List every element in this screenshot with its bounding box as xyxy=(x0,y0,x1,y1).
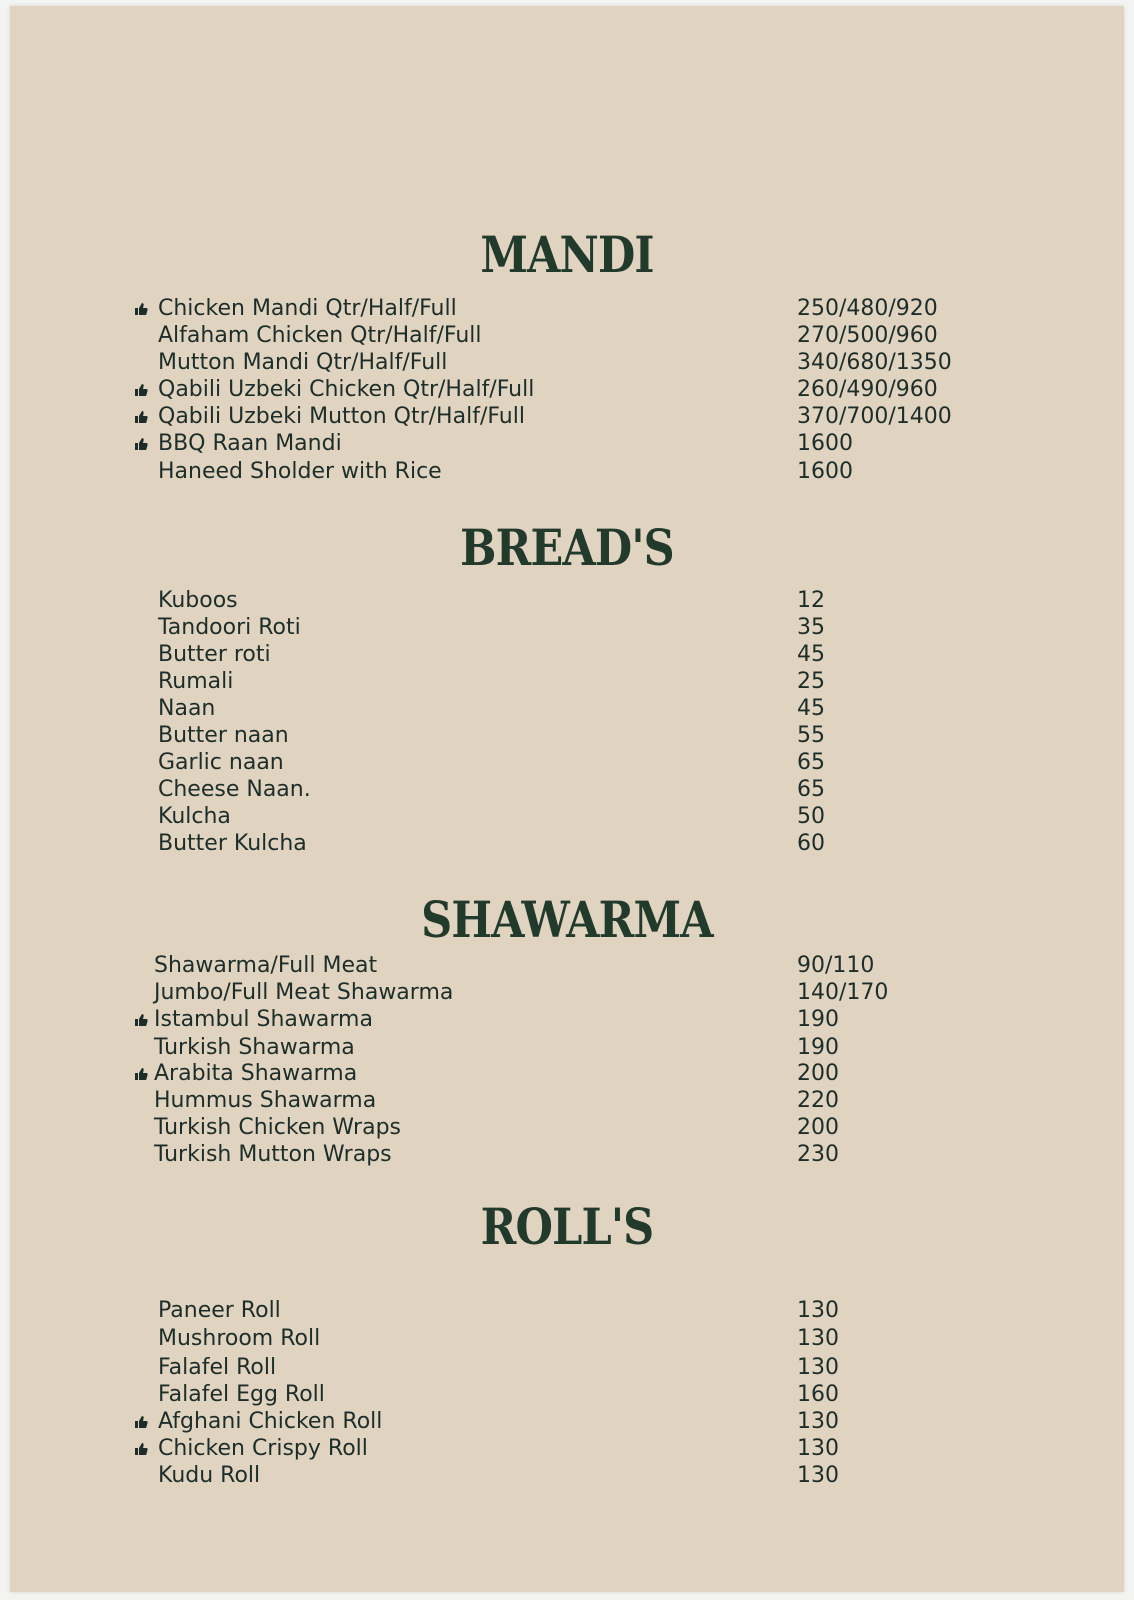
section-title-shawarma: SHAWARMA xyxy=(421,890,713,949)
menu-item: Chicken Mandi Qtr/Half/Full 250/480/920 xyxy=(0,296,1134,322)
menu-item: Qabili Uzbeki Mutton Qtr/Half/Full 370/700/1400 xyxy=(0,404,1134,430)
menu-item: Tandoori Roti 35 xyxy=(158,615,825,640)
menu-item: Butter Kulcha 60 xyxy=(158,831,825,856)
menu-item: Falafel Egg Roll 160 xyxy=(158,1382,839,1407)
menu-item: Chicken Crispy Roll 130 xyxy=(0,1436,1134,1462)
menu-item: BBQ Raan Mandi 1600 xyxy=(0,431,1134,457)
thumbs-up-icon xyxy=(134,1415,148,1429)
menu-item: Rumali 25 xyxy=(158,669,825,694)
menu-item: Naan 45 xyxy=(158,696,825,721)
menu-item: Jumbo/Full Meat Shawarma 140/170 xyxy=(154,980,889,1005)
menu-item: Turkish Chicken Wraps 200 xyxy=(154,1115,839,1140)
menu-item: Haneed Sholder with Rice 1600 xyxy=(158,459,853,484)
menu-item: Turkish Mutton Wraps 230 xyxy=(154,1142,839,1167)
menu-item: Istambul Shawarma 190 xyxy=(0,1007,1134,1033)
menu-item: Qabili Uzbeki Chicken Qtr/Half/Full 260/490/960 xyxy=(0,377,1134,403)
menu-item: Afghani Chicken Roll 130 xyxy=(0,1409,1134,1435)
menu-item: Hummus Shawarma 220 xyxy=(154,1088,839,1113)
menu-item: Butter roti 45 xyxy=(158,642,825,667)
menu-item: Mushroom Roll 130 xyxy=(158,1326,839,1351)
thumbs-up-icon xyxy=(134,1067,148,1081)
section-title-breads: BREAD'S xyxy=(460,518,674,577)
menu-item: Cheese Naan. 65 xyxy=(158,777,825,802)
menu-item: Kudu Roll 130 xyxy=(158,1463,839,1488)
menu-item: Falafel Roll 130 xyxy=(158,1355,839,1380)
menu-item: Alfaham Chicken Qtr/Half/Full 270/500/960 xyxy=(158,323,938,348)
thumbs-up-icon xyxy=(134,383,148,397)
menu-item: Arabita Shawarma 200 xyxy=(0,1061,1134,1087)
thumbs-up-icon xyxy=(134,1442,148,1456)
menu-item: Butter naan 55 xyxy=(158,723,825,748)
menu-item: Paneer Roll 130 xyxy=(158,1298,839,1323)
menu-item: Garlic naan 65 xyxy=(158,750,825,775)
thumbs-up-icon xyxy=(134,437,148,451)
menu-item: Kuboos 12 xyxy=(158,588,825,613)
menu-item: Turkish Shawarma 190 xyxy=(154,1035,839,1060)
menu-item: Mutton Mandi Qtr/Half/Full 340/680/1350 xyxy=(158,350,952,375)
menu-item: Shawarma/Full Meat 90/110 xyxy=(154,953,875,978)
thumbs-up-icon xyxy=(134,302,148,316)
thumbs-up-icon xyxy=(134,410,148,424)
section-title-mandi: MANDI xyxy=(480,225,654,284)
section-title-rolls: ROLL'S xyxy=(480,1197,654,1256)
menu-item: Kulcha 50 xyxy=(158,804,825,829)
thumbs-up-icon xyxy=(134,1013,148,1027)
